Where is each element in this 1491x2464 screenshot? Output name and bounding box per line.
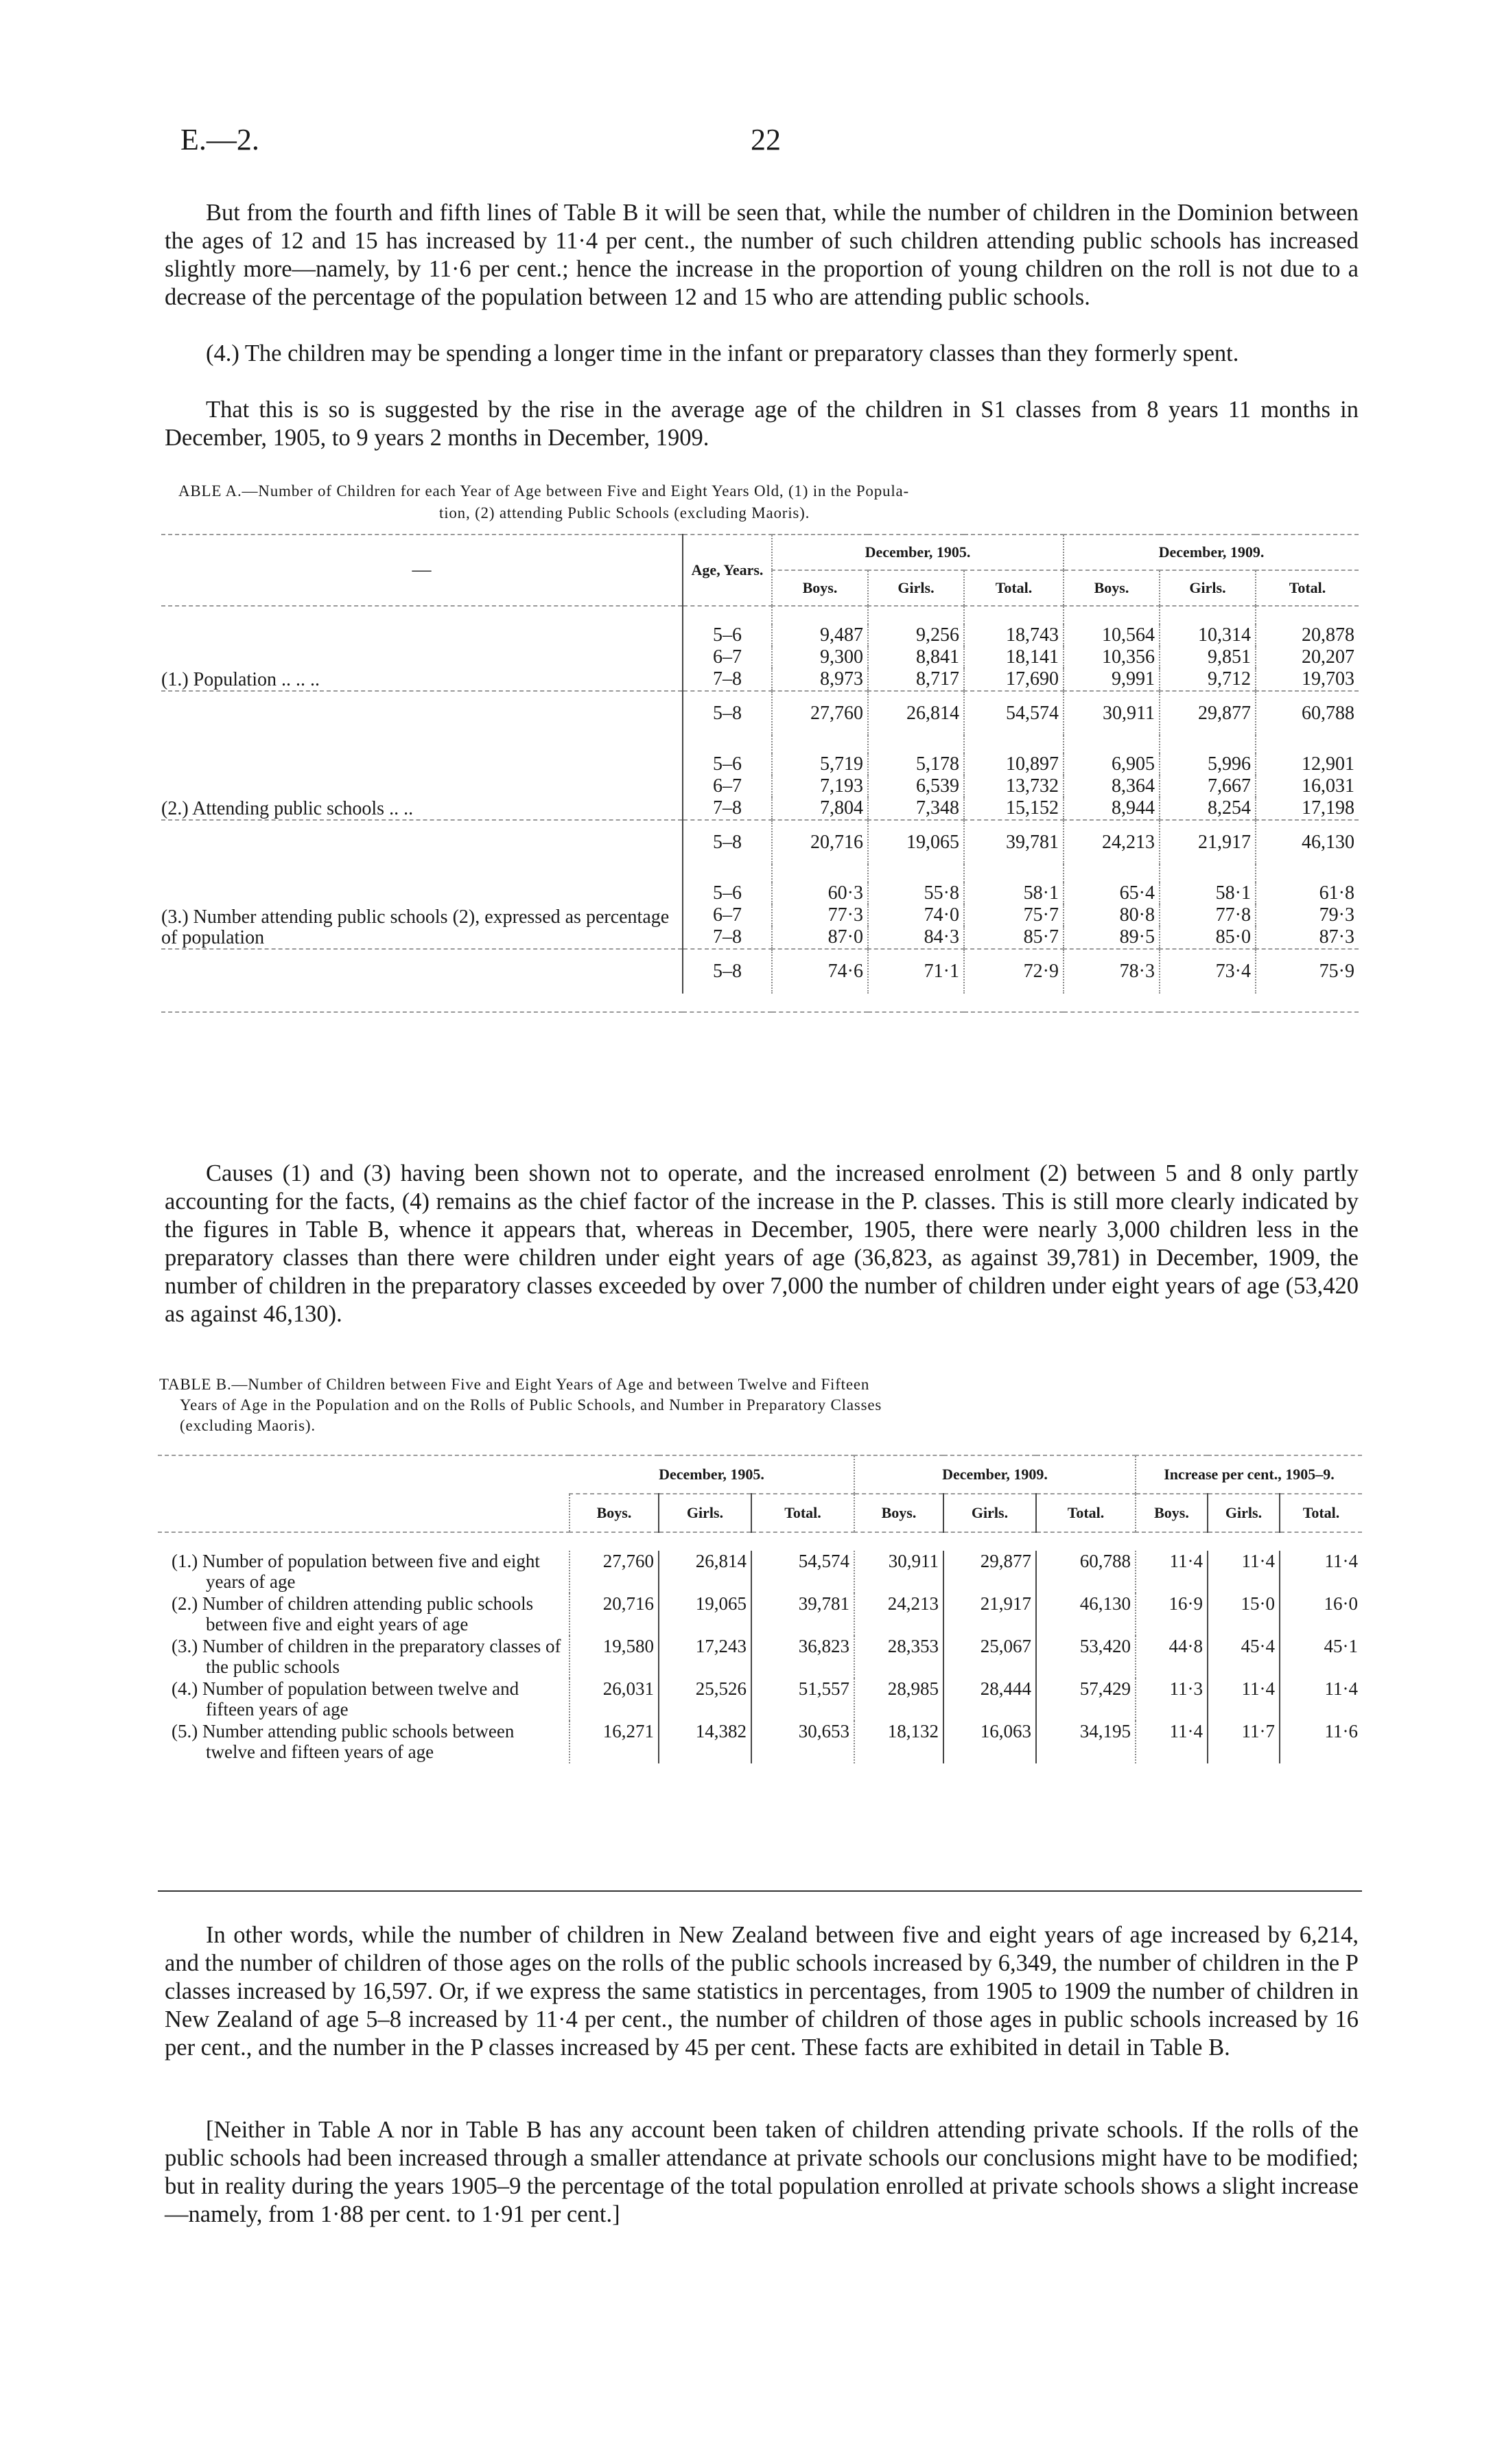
value-cell: 10,314 [1160,624,1256,646]
value-cell: 28,444 [943,1678,1036,1721]
column-header: Total. [964,570,1064,606]
value-cell: 20,207 [1256,646,1359,668]
column-header: Total. [1256,570,1359,606]
column-header: Girls. [868,570,964,606]
age-cell: 5–8 [683,820,772,865]
total-cell: 24,213 [1064,820,1160,865]
age-cell: 5–6 [683,882,772,904]
column-header: Girls. [943,1494,1036,1532]
value-cell: 10,564 [1064,624,1160,646]
table-row [158,1678,1362,1721]
total-cell: 27,760 [772,691,868,736]
value-cell: 87·3 [1256,926,1359,949]
period-header: Increase per cent., 1905–9. [1136,1455,1362,1494]
value-cell: 9,256 [868,624,964,646]
value-cell: 19,703 [1256,668,1359,691]
value-cell: 15,152 [964,797,1064,820]
value-cell: 65·4 [1064,882,1160,904]
column-header: Boys. [1064,570,1160,606]
value-cell: 54,574 [751,1551,854,1593]
value-cell: 5,178 [868,753,964,775]
value-cell: 21,917 [943,1593,1036,1636]
age-cell: 5–6 [683,753,772,775]
age-years-header: Age, Years. [683,535,772,606]
intro-paragraph-3: That this is so is suggested by the rise in the average age of the children in S1 classes from 8 years 11 months in December, 1905, to 9 years 2 months in December, 1909. [165,397,1359,451]
value-cell: 75·7 [964,904,1064,926]
value-cell: 28,353 [854,1636,943,1678]
value-cell: 25,067 [943,1636,1036,1678]
spacer-row [161,865,1359,882]
value-cell: 24,213 [854,1593,943,1636]
column-header: Total. [1280,1494,1362,1532]
value-cell: 45·4 [1208,1636,1280,1678]
value-cell: 5,996 [1160,753,1256,775]
total-cell: 39,781 [964,820,1064,865]
group-label: (3.) Number attending public schools (2), expressed as percentage of population [161,906,670,948]
value-cell: 11·4 [1208,1551,1280,1593]
value-cell: 29,877 [943,1551,1036,1593]
value-cell: 16,031 [1256,775,1359,797]
total-cell: 74·6 [772,949,868,994]
table-a-header-row [161,535,1359,570]
table-a-dash-header: — [412,559,432,580]
middle-paragraph: Causes (1) and (3) having been shown not to operate, and the increased enrolment (2) between 5 and 8 only partly accounting for the facts, (4) remains as the chief factor of the increase in the P. classes. This is still more clearly indicated by the figures in Table B, whence it appears that, whereas in December, 1905, there were nearly 3,000 children less in the preparatory classes than there were children under eight years of age (36,823, as against 39,781) in December, 1909, the number of children in the preparatory classes exceeded by over 7,000 the number of children under eight years of age (53,420 as against 46,130). [165,1160,1359,1327]
value-cell: 19,065 [659,1593,751,1636]
total-cell: 26,814 [868,691,964,736]
age-cell: 5–8 [683,691,772,736]
row-label: (4.) Number of population between twelve and fifteen years of age [172,1678,519,1720]
value-cell: 44·8 [1136,1636,1208,1678]
value-cell: 30,653 [751,1721,854,1763]
total-cell: 75·9 [1256,949,1359,994]
column-header: Total. [1036,1494,1136,1532]
total-cell: 46,130 [1256,820,1359,865]
value-cell: 8,364 [1064,775,1160,797]
value-cell: 8,717 [868,668,964,691]
period-header: December, 1905. [570,1455,854,1494]
spacer-row [161,736,1359,753]
value-cell: 16,063 [943,1721,1036,1763]
value-cell: 18,743 [964,624,1064,646]
value-cell: 8,944 [1064,797,1160,820]
spacer-row [161,994,1359,1012]
table-b-caption-line-1: TABLE B.—Number of Children between Five and Eight Years of Age and between Twelve and Fifteen [159,1376,870,1393]
value-cell: 36,823 [751,1636,854,1678]
table-row [161,624,1359,646]
total-cell: 71·1 [868,949,964,994]
value-cell: 17,198 [1256,797,1359,820]
column-header: Boys. [772,570,868,606]
value-cell: 9,300 [772,646,868,668]
value-cell: 11·4 [1280,1551,1362,1593]
column-header: Girls. [1208,1494,1280,1532]
value-cell: 12,901 [1256,753,1359,775]
page-reference: E.—2. [180,123,259,156]
value-cell: 60,788 [1036,1551,1136,1593]
value-cell: 5,719 [772,753,868,775]
value-cell: 74·0 [868,904,964,926]
row-label: (2.) Number of children attending public schools between five and eight years of age [172,1593,534,1634]
row-label: (1.) Number of population between five and eight years of age [172,1551,540,1592]
value-cell: 17,690 [964,668,1064,691]
total-row [161,691,1359,736]
value-cell: 9,712 [1160,668,1256,691]
value-cell: 30,911 [854,1551,943,1593]
value-cell: 7,667 [1160,775,1256,797]
value-cell: 16·9 [1136,1593,1208,1636]
spacer-row [158,1532,1362,1551]
table-a-caption-line-1: ABLE A.—Number of Children for each Year of Age between Five and Eight Years Old, (1) in the Popula- [178,482,909,500]
value-cell: 77·3 [772,904,868,926]
total-cell: 60,788 [1256,691,1359,736]
total-row [161,949,1359,994]
age-cell: 5–8 [683,949,772,994]
value-cell: 7,193 [772,775,868,797]
intro-paragraph-2: (4.) The children may be spending a longer time in the infant or preparatory classes than they formerly spent. [206,340,1239,366]
value-cell: 84·3 [868,926,964,949]
table-a-caption-line-2: tion, (2) attending Public Schools (excluding Maoris). [439,504,810,521]
value-cell: 11·4 [1208,1678,1280,1721]
value-cell: 6,905 [1064,753,1160,775]
value-cell: 85·7 [964,926,1064,949]
value-cell: 16,271 [570,1721,659,1763]
value-cell: 7,804 [772,797,868,820]
value-cell: 17,243 [659,1636,751,1678]
period-header: December, 1909. [1064,535,1359,570]
value-cell: 6,539 [868,775,964,797]
value-cell: 87·0 [772,926,868,949]
table-b-header-row [158,1455,1362,1494]
group-label: (2.) Attending public schools .. .. [161,798,414,819]
table-row [161,753,1359,775]
value-cell: 61·8 [1256,882,1359,904]
age-cell: 7–8 [683,926,772,949]
value-cell: 7,348 [868,797,964,820]
value-cell: 14,382 [659,1721,751,1763]
value-cell: 27,760 [570,1551,659,1593]
table-b-bottom-rule [158,1890,1362,1892]
table-row [158,1593,1362,1636]
column-header: Girls. [1160,570,1256,606]
value-cell: 20,878 [1256,624,1359,646]
value-cell: 18,132 [854,1721,943,1763]
value-cell: 53,420 [1036,1636,1136,1678]
value-cell: 79·3 [1256,904,1359,926]
total-cell: 30,911 [1064,691,1160,736]
value-cell: 8,973 [772,668,868,691]
value-cell: 19,580 [570,1636,659,1678]
age-cell: 6–7 [683,646,772,668]
value-cell: 11·4 [1136,1721,1208,1763]
total-cell: 54,574 [964,691,1064,736]
value-cell: 25,526 [659,1678,751,1721]
value-cell: 20,716 [570,1593,659,1636]
table-b-blank-header [158,1455,570,1532]
column-header: Total. [751,1494,854,1532]
value-cell: 60·3 [772,882,868,904]
row-label: (3.) Number of children in the preparatory classes of the public schools [172,1636,561,1677]
total-cell: 73·4 [1160,949,1256,994]
value-cell: 39,781 [751,1593,854,1636]
total-row [161,820,1359,865]
value-cell: 26,814 [659,1551,751,1593]
table-a [161,534,1359,1013]
age-cell: 6–7 [683,775,772,797]
value-cell: 11·7 [1208,1721,1280,1763]
value-cell: 16·0 [1280,1593,1362,1636]
value-cell: 9,487 [772,624,868,646]
outro-paragraph-2: [Neither in Table A nor in Table B has any account been taken of children attending private schools. If the rolls of the public schools had been increased through a smaller attendance at private schools our conclusions might have to be modified; but in reality during the years 1905–9 the percentage of the total population enrolled at private schools shows a slight increase—namely, from 1·88 per cent. to 1·91 per cent.] [165,2117,1359,2227]
age-cell: 7–8 [683,668,772,691]
value-cell: 15·0 [1208,1593,1280,1636]
total-cell: 21,917 [1160,820,1256,865]
group-label: (1.) Population .. .. .. [161,669,320,690]
value-cell: 85·0 [1160,926,1256,949]
value-cell: 11·6 [1280,1721,1362,1763]
total-cell: 29,877 [1160,691,1256,736]
value-cell: 34,195 [1036,1721,1136,1763]
spacer-row [161,606,1359,624]
table-b-caption-line-2: Years of Age in the Population and on the Rolls of Public Schools, and Number in Preparatory Classes [180,1396,882,1413]
row-label: (5.) Number attending public schools between twelve and fifteen years of age [172,1721,515,1762]
value-cell: 8,841 [868,646,964,668]
age-cell: 5–6 [683,624,772,646]
table-row [158,1636,1362,1678]
column-header: Boys. [854,1494,943,1532]
value-cell: 10,356 [1064,646,1160,668]
intro-paragraph-1: But from the fourth and fifth lines of Table B it will be seen that, while the number of children in the Dominion between the ages of 12 and 15 has increased by 11·4 per cent., the number of such children attending public schools has increased slightly more—namely, by 11·6 per cent.; hence the increase in the proportion of young children on the roll is not due to a decrease of the percentage of the population between 12 and 15 who are attending public schools. [165,200,1359,310]
table-row [158,1551,1362,1593]
value-cell: 10,897 [964,753,1064,775]
value-cell: 26,031 [570,1678,659,1721]
page-number: 22 [751,123,781,156]
value-cell: 45·1 [1280,1636,1362,1678]
value-cell: 58·1 [964,882,1064,904]
value-cell: 8,254 [1160,797,1256,820]
total-cell: 78·3 [1064,949,1160,994]
value-cell: 11·3 [1136,1678,1208,1721]
total-cell: 72·9 [964,949,1064,994]
period-header: December, 1905. [772,535,1064,570]
table-row [158,1721,1362,1763]
total-cell: 19,065 [868,820,964,865]
value-cell: 9,991 [1064,668,1160,691]
table-b [158,1455,1362,1763]
table-b-caption-line-3: (excluding Maoris). [180,1417,316,1434]
column-header: Girls. [659,1494,751,1532]
total-cell: 20,716 [772,820,868,865]
value-cell: 11·4 [1136,1551,1208,1593]
value-cell: 80·8 [1064,904,1160,926]
value-cell: 77·8 [1160,904,1256,926]
value-cell: 89·5 [1064,926,1160,949]
age-cell: 7–8 [683,797,772,820]
value-cell: 55·8 [868,882,964,904]
value-cell: 18,141 [964,646,1064,668]
age-cell: 6–7 [683,904,772,926]
value-cell: 9,851 [1160,646,1256,668]
value-cell: 11·4 [1280,1678,1362,1721]
period-header: December, 1909. [854,1455,1136,1494]
value-cell: 57,429 [1036,1678,1136,1721]
table-row [161,882,1359,904]
value-cell: 28,985 [854,1678,943,1721]
outro-paragraph-1: In other words, while the number of children in New Zealand between five and eight years of age increased by 6,214, and the number of children of those ages on the rolls of the public schools increased by 6,349, the number of children in the P classes increased by 16,597. Or, if we express the same statistics in percentages, from 1905 to 1909 the number of children in New Zealand of age 5–8 increased by 11·4 per cent., the number of children of those ages in public schools increased by 16 per cent., and the number in the P classes increased by 45 per cent. These facts are exhibited in detail in Table B. [165,1922,1359,2061]
column-header: Boys. [570,1494,659,1532]
value-cell: 46,130 [1036,1593,1136,1636]
value-cell: 13,732 [964,775,1064,797]
column-header: Boys. [1136,1494,1208,1532]
value-cell: 51,557 [751,1678,854,1721]
value-cell: 58·1 [1160,882,1256,904]
